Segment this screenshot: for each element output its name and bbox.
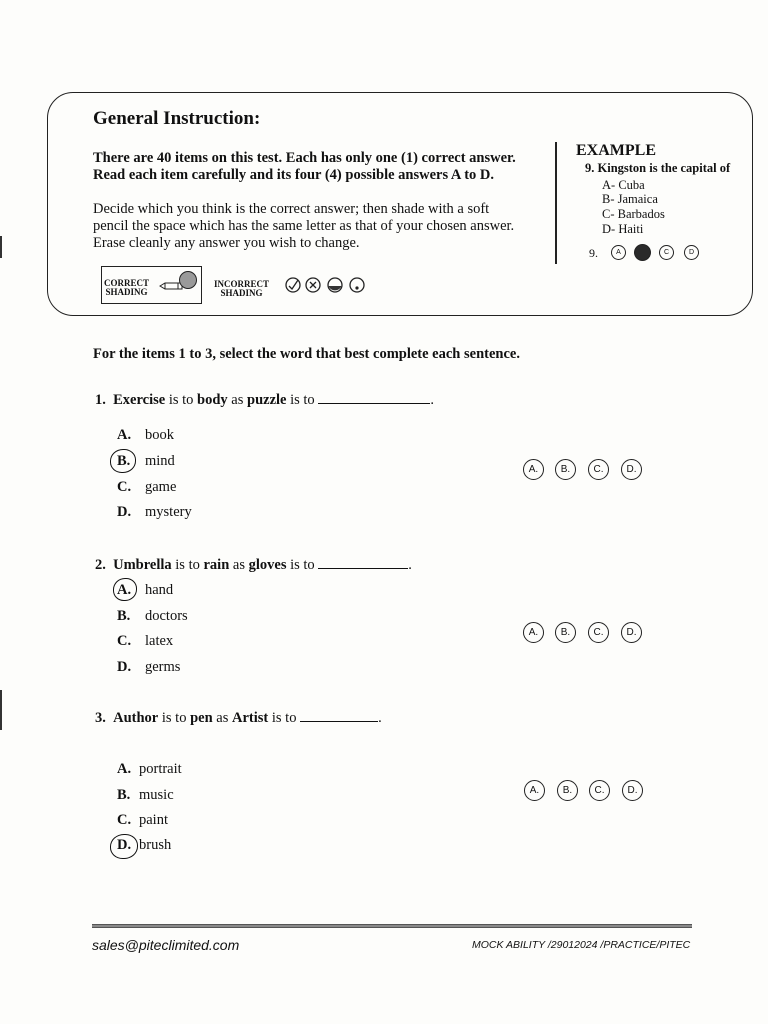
label-line: CORRECT (104, 278, 150, 288)
option-text: brush (139, 837, 172, 853)
cross-bubble-icon (305, 277, 321, 293)
option-text: latex (145, 633, 174, 649)
q3-bubble-b[interactable]: B. (557, 780, 578, 801)
question-text: as (227, 392, 248, 408)
marked-answer-circle (110, 449, 136, 473)
option-letter: B. (117, 608, 131, 624)
option-letter: A. (117, 761, 132, 777)
section-instruction: For the items 1 to 3, select the word that best complete each sentence. (93, 346, 520, 362)
instruction-paragraph-1 (93, 150, 553, 184)
dot-bubble-icon (349, 277, 365, 293)
option-letter: B. (117, 453, 131, 469)
option-letter: C. (117, 633, 132, 649)
option-text: paint (139, 812, 168, 828)
q2-bubble-b[interactable]: B. (555, 622, 576, 643)
marked-answer-circle (113, 578, 137, 601)
option-text: mind (145, 453, 175, 469)
option-text: doctors (145, 608, 188, 624)
scan-mark (0, 690, 2, 730)
correct-shading-label (104, 279, 149, 297)
label-line: SHADING (220, 288, 263, 298)
option-text: germs (145, 659, 181, 675)
instruction-title: General Instruction: (93, 108, 261, 129)
instruction-divider (555, 142, 557, 264)
option-letter: A. (117, 427, 132, 443)
example-bubble-d: D (684, 245, 699, 260)
question-word: Exercise (113, 392, 166, 408)
footer-rule (92, 924, 692, 928)
instruction-line: Read each item carefully and its four (4) possible answers A to D. (93, 167, 495, 183)
instruction-line: Erase cleanly any answer you wish to change. (93, 235, 360, 251)
half-shaded-bubble-icon (327, 277, 343, 293)
example-option: D- Haiti (602, 222, 644, 236)
question-2: 2. Umbrella is to rain as gloves is to . (95, 557, 412, 573)
question-text: is to (286, 392, 319, 408)
example-title: EXAMPLE (576, 142, 656, 159)
option-text: mystery (145, 504, 192, 520)
question-text: is to (268, 710, 301, 726)
option-letter: B. (117, 787, 131, 803)
instruction-line: Decide which you think is the correct answer; then shade with a soft (93, 201, 490, 217)
example-bubble-b-shaded (634, 244, 651, 261)
answer-blank (318, 391, 430, 404)
question-text: is to (171, 557, 204, 573)
question-word: gloves (248, 557, 287, 573)
question-1: 1. Exercise is to body as puzzle is to . (95, 392, 434, 408)
option-letter: C. (117, 812, 132, 828)
example-option: B- Jamaica (602, 192, 658, 206)
question-word: body (197, 392, 228, 408)
option-text: book (145, 427, 174, 443)
footer-email: sales@piteclimited.com (92, 937, 240, 953)
answer-blank (318, 556, 408, 569)
question-text: is to (158, 710, 191, 726)
instruction-line: pencil the space which has the same letter as that of your chosen answer. (93, 218, 515, 234)
question-number: 3. (95, 710, 106, 726)
option-text: hand (145, 582, 174, 598)
q2-bubble-a[interactable]: A. (523, 622, 544, 643)
q2-bubble-c[interactable]: C. (588, 622, 609, 643)
label-line: SHADING (105, 287, 148, 297)
q1-bubble-a[interactable]: A. (523, 459, 544, 480)
question-3: 3. Author is to pen as Artist is to . (95, 710, 382, 726)
q3-bubble-d[interactable]: D. (622, 780, 643, 801)
option-letter: A. (117, 582, 132, 598)
option-letter: C. (117, 479, 132, 495)
question-text: is to (165, 392, 198, 408)
q1-bubble-b[interactable]: B. (555, 459, 576, 480)
option-letter: D. (117, 659, 132, 675)
footer-code: MOCK ABILITY /29012024 /PRACTICE/PITEC (472, 939, 691, 951)
label-line: INCORRECT (214, 279, 270, 289)
incorrect-shading-label (214, 280, 269, 298)
scan-mark (0, 236, 2, 258)
q2-bubble-d[interactable]: D. (621, 622, 642, 643)
q1-bubble-d[interactable]: D. (621, 459, 642, 480)
example-question: 9. Kingston is the capital of (585, 161, 731, 175)
example-number: 9. (589, 246, 598, 260)
q3-bubble-a[interactable]: A. (524, 780, 545, 801)
question-number: 1. (95, 392, 106, 408)
option-text: portrait (139, 761, 182, 777)
question-word: pen (190, 710, 213, 726)
question-number: 2. (95, 557, 106, 573)
check-bubble-icon (285, 277, 301, 293)
marked-answer-circle (110, 834, 138, 859)
instruction-paragraph-2 (93, 201, 553, 252)
option-letter: D. (117, 504, 132, 520)
question-word: Artist (232, 710, 269, 726)
answer-blank (300, 709, 378, 722)
example-option: C- Barbados (602, 207, 665, 221)
example-bubble-a: A (611, 245, 626, 260)
option-text: game (145, 479, 177, 495)
question-text: is to (286, 557, 319, 573)
option-text: music (139, 787, 174, 803)
option-letter: D. (117, 837, 132, 853)
example-option: A- Cuba (602, 178, 645, 192)
q1-bubble-c[interactable]: C. (588, 459, 609, 480)
instruction-line: There are 40 items on this test. Each has only one (1) correct answer. (93, 150, 516, 166)
question-word: Umbrella (113, 557, 172, 573)
question-word: rain (203, 557, 230, 573)
question-word: puzzle (247, 392, 287, 408)
example-bubble-c: C (659, 245, 674, 260)
question-word: Author (113, 710, 159, 726)
q3-bubble-c[interactable]: C. (589, 780, 610, 801)
question-text: as (212, 710, 232, 726)
question-text: as (229, 557, 249, 573)
correct-shaded-bubble-icon (179, 271, 197, 289)
